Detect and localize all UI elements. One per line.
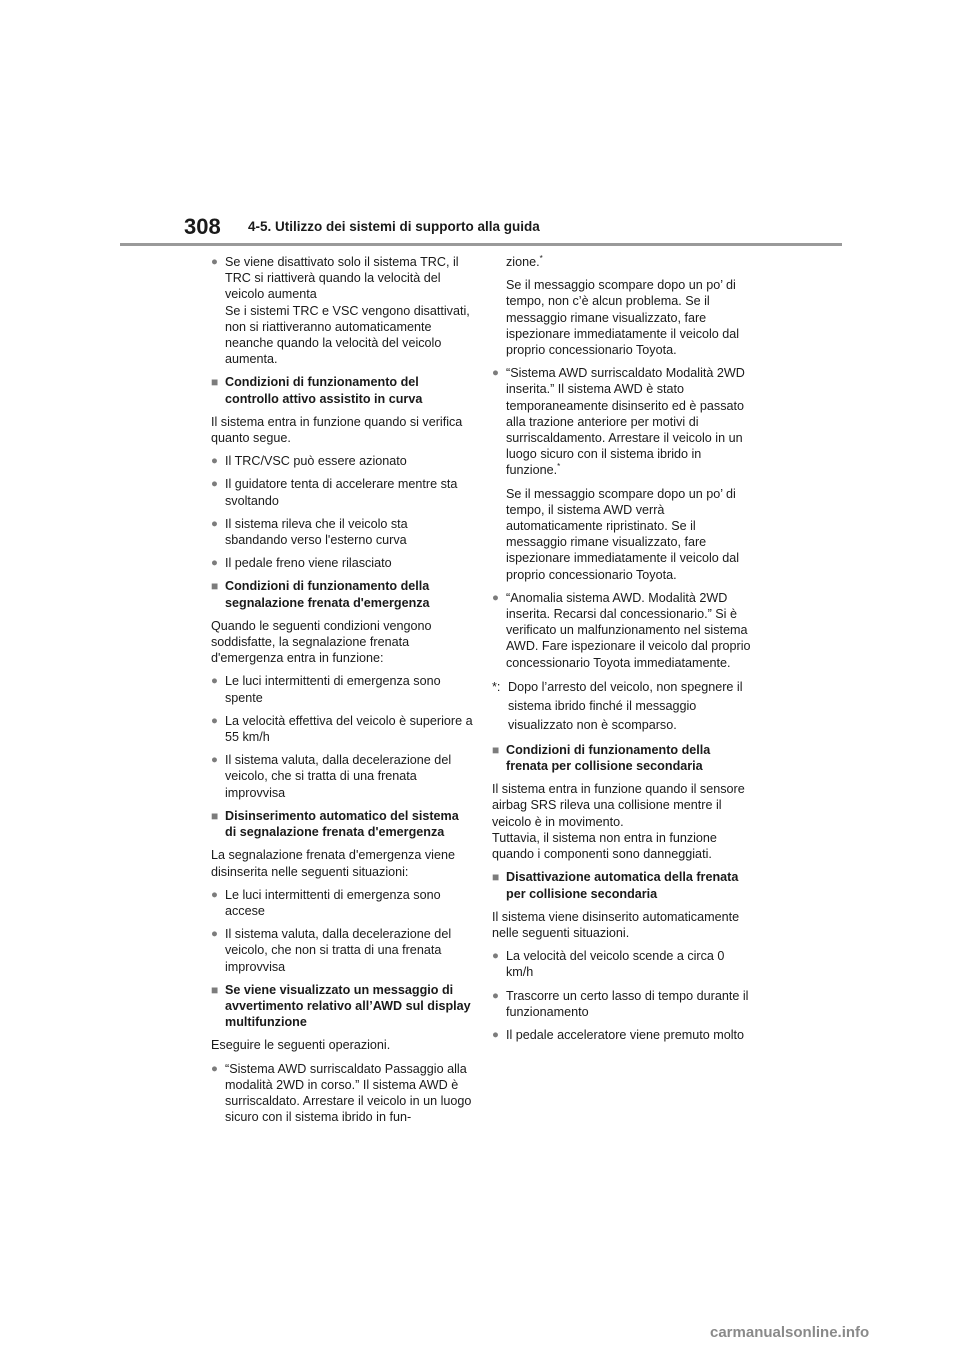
bullet-item [492,590,754,671]
bullet-item [211,752,473,801]
indented-paragraph [492,486,754,583]
text: La velocità effettiva del veicolo è superiore a 55 km/h [225,713,473,745]
section-heading [492,869,754,901]
section-heading [211,374,473,406]
text: Il sistema entra in funzione quando il sensore airbag SRS rileva una collisione mentre il veicolo è in movimento. Tuttavia, il sistema non entra in funzione quando i componenti sono danneggiati. [492,782,745,862]
text: zione. [506,255,540,269]
text: Il TRC/VSC può essere azionato [225,454,407,469]
text: Disinserimento automatico del sistema di segnalazione frenata d'emergenza [225,808,459,840]
header-rule [120,243,842,246]
text: Il pedale freno viene rilasciato [225,556,392,571]
bullet-item [211,887,473,919]
watermark: carmanualsonline.info [710,1324,870,1341]
text: Il sistema rileva che il veicolo sta sbandando verso l'esterno curva [225,516,408,548]
paragraph [492,909,754,941]
paragraph [211,847,473,879]
text: “Sistema AWD surriscaldato Modalità 2WD inserita.” Il sistema AWD è stato temporaneamente disinserito ed è passato alla trazione anteriore per motivi di surriscaldamento. Arrestare il veicolo in un luogo sicuro con il sistema ibrido in funzione. [506,366,745,478]
text: Le luci intermittenti di emergenza sono spente [225,674,441,705]
footnote-ref: * [539,253,543,263]
text: Condizioni di funzionamento della segnalazione frenata d'emergenza [225,579,430,610]
bullet-item [211,476,473,508]
text: La velocità del veicolo scende a circa 0 km/h [506,949,725,980]
text: Condizioni di funzionamento del controllo attivo assistito in curva [225,375,423,406]
paragraph [211,1037,473,1053]
text: Se il messaggio scompare dopo un po’ di tempo, non c’è alcun problema. Se il messaggio rimane visualizzato, fare ispezionare immediatamente il veicolo dal proprio concessionario Toyota. [506,278,740,358]
bullet-item [211,673,473,705]
text: La segnalazione frenata d'emergenza viene disinserita nelle seguenti situazioni: [211,848,455,879]
indented-paragraph [492,277,754,358]
text: Dopo l’arresto del veicolo, non spegnere il sistema ibrido finché il messaggio visualizzato non è scomparso. [508,679,743,732]
left-column [211,254,473,1132]
text: Eseguire le seguenti operazioni. [211,1038,391,1053]
bullet-item [211,713,473,745]
text: Il pedale acceleratore viene premuto molto [506,1027,745,1042]
section-heading [211,578,473,610]
text: Quando le seguenti condizioni vengono soddisfatte, la segnalazione frenata d'emergenza entra in funzione: [211,618,432,666]
text: Condizioni di funzionamento della frenata per collisione secondaria [506,742,711,774]
footnote [492,678,754,735]
text: Se viene visualizzato un messaggio di avvertimento relativo all’AWD sul display multifunzione [225,982,471,1030]
section-heading [211,982,473,1031]
bullet-item [211,555,473,571]
text: Il sistema viene disinserito automaticamente nelle seguenti situazioni. [492,909,740,940]
section-title: 4-5. Utilizzo dei sistemi di supporto alla guida [248,219,540,234]
section-heading [211,808,473,840]
bullet-item [211,254,473,367]
text: Le luci intermittenti di emergenza sono accese [225,887,441,918]
text: Trascorre un certo lasso di tempo durante il funzionamento [506,988,749,1019]
paragraph [492,781,754,862]
continued-text [492,254,754,270]
text: Se viene disattivato solo il sistema TRC, il TRC si riattiverà quando la velocità del veicolo aumenta Se i sistemi TRC e VSC vengono disattivati, non si riattiveranno automaticamente neanche quando la velocità del veicolo aumenta. [225,255,470,367]
text: Il guidatore tenta di accelerare mentre sta svoltando [225,477,458,508]
bullet-item [492,365,754,478]
bullet-item [211,1061,473,1126]
bullet-item [211,453,473,469]
bullet-item [492,988,754,1020]
footnote-ref: * [557,462,561,472]
text: Il sistema valuta, dalla decelerazione del veicolo, che si tratta di una frenata improvvisa [225,753,452,800]
bullet-item [211,926,473,975]
paragraph [211,414,473,446]
text: “Sistema AWD surriscaldato Passaggio alla modalità 2WD in corso.” Il sistema AWD è surriscaldato. Arrestare il veicolo in un luogo sicuro con il sistema ibrido in fun- [225,1061,472,1125]
bullet-item [211,516,473,548]
bullet-item [492,948,754,980]
text: Il sistema valuta, dalla decelerazione del veicolo, che non si tratta di una frenata improvvisa [225,927,452,974]
text: Il sistema entra in funzione quando si verifica quanto segue. [211,414,463,446]
text: “Anomalia sistema AWD. Modalità 2WD inserita. Recarsi dal concessionario.” Si è verificato un malfunzionamento nel sistema AWD. Fare ispezionare il veicolo dal proprio concessionario Toyota immediatamente. [506,590,751,670]
text: Se il messaggio scompare dopo un po’ di tempo, il sistema AWD verrà automaticamente ripristinato. Se il messaggio rimane visualizzato, fare ispezionare immediatamente il veicolo dal proprio concessionario Toyota. [506,486,740,582]
footnote-mark: *: [492,679,501,694]
paragraph [211,618,473,667]
right-column [492,254,754,1050]
text: Disattivazione automatica della frenata per collisione secondaria [506,870,739,901]
page-number: 308 [184,214,221,239]
bullet-item [492,1027,754,1043]
section-heading [492,742,754,774]
